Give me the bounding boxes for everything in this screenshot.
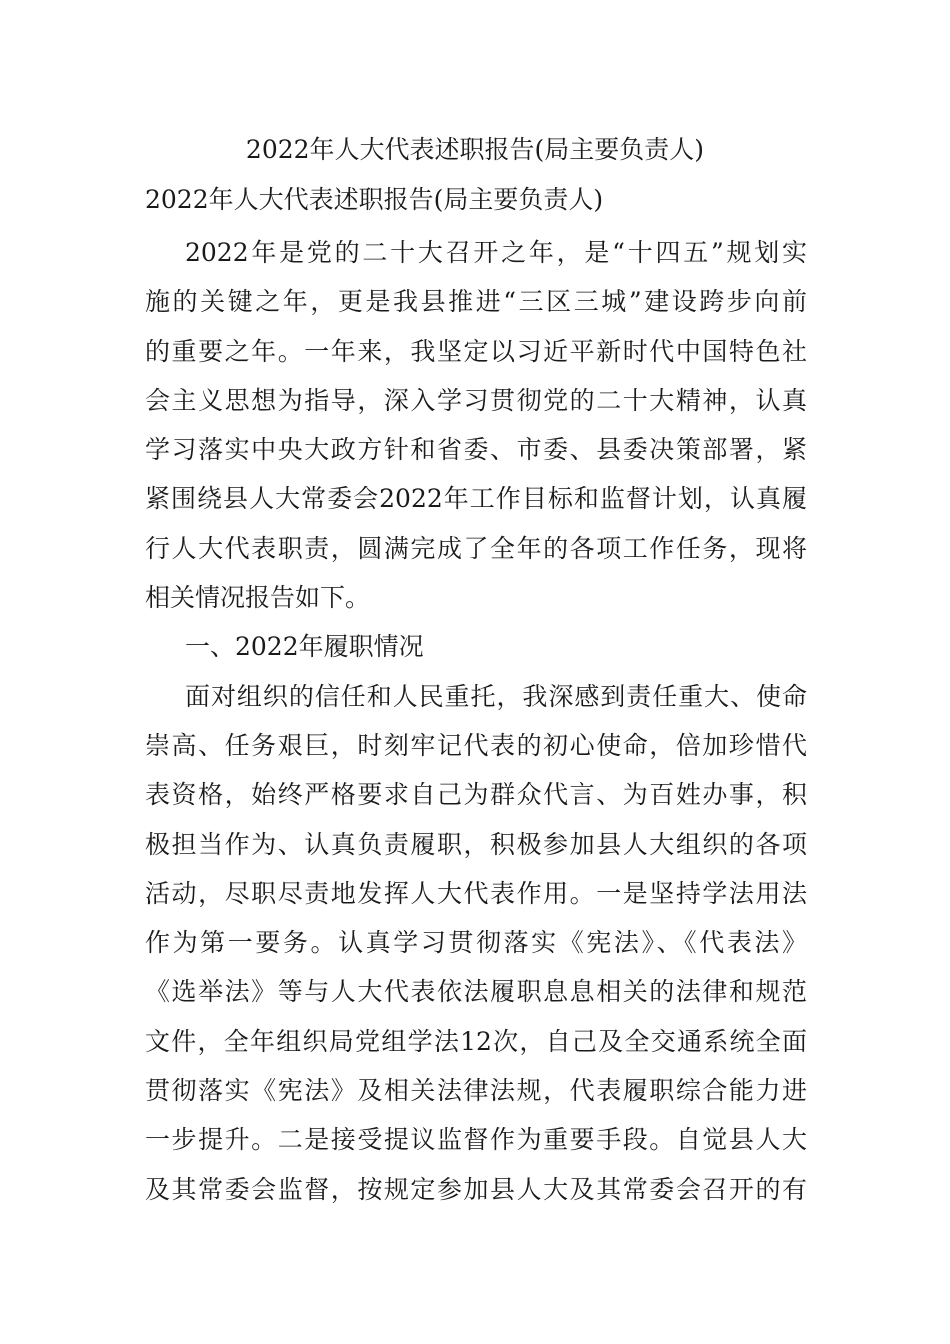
body-line: 贯彻落实《宪法》及相关法律法规，代表履职综合能力进 [145,1076,807,1106]
body-line: 行人大代表职责，圆满完成了全年的各项工作任务，现将 [145,533,807,563]
body-line: 学习落实中央大政方针和省委、市委、县委决策部署，紧 [145,435,807,465]
body-line: 极担当作为、认真负责履职，积极参加县人大组织的各项 [145,829,807,859]
body-line: 面对组织的信任和人民重托，我深感到责任重大、使命 [185,681,807,711]
body-line: 活动，尽职尽责地发挥人大代表作用。一是坚持学法用法 [145,878,807,908]
body-line: 施的关键之年，更是我县推进“三区三城”建设跨步向前 [145,287,807,317]
body-line: 作为第一要务。认真学习贯彻落实《宪法》、《代表法》 [145,928,807,958]
section-heading: 一、2022年履职情况 [185,632,424,662]
body-line: 紧围绕县人大常委会2022年工作目标和监督计划，认真履 [145,484,807,514]
document-title: 2022年人大代表述职报告(局主要负责人) [245,135,705,164]
body-line: 崇高、任务艰巨，时刻牢记代表的初心使命，倍加珍惜代 [145,730,807,760]
body-line: 一步提升。二是接受提议监督作为重要手段。自觉县人大 [145,1125,807,1155]
body-line: 的重要之年。一年来，我坚定以习近平新时代中国特色社 [145,336,807,366]
body-line: 2022年是党的二十大召开之年，是“十四五”规划实 [185,238,807,267]
document-body [145,228,807,1214]
body-line: 及其常委会监督，按规定参加县人大及其常委会召开的有 [145,1174,807,1204]
document-subtitle: 2022年人大代表述职报告(局主要负责人) [145,185,604,214]
body-line: 《选举法》等与人大代表依法履职息息相关的法律和规范 [145,977,807,1007]
body-line: 文件，全年组织局党组学法12次，自己及全交通系统全面 [145,1026,807,1056]
body-line: 表资格，始终严格要求自己为群众代言、为百姓办事，积 [145,780,807,810]
body-line: 相关情况报告如下。 [145,583,371,613]
body-line: 会主义思想为指导，深入学习贯彻党的二十大精神，认真 [145,385,807,415]
